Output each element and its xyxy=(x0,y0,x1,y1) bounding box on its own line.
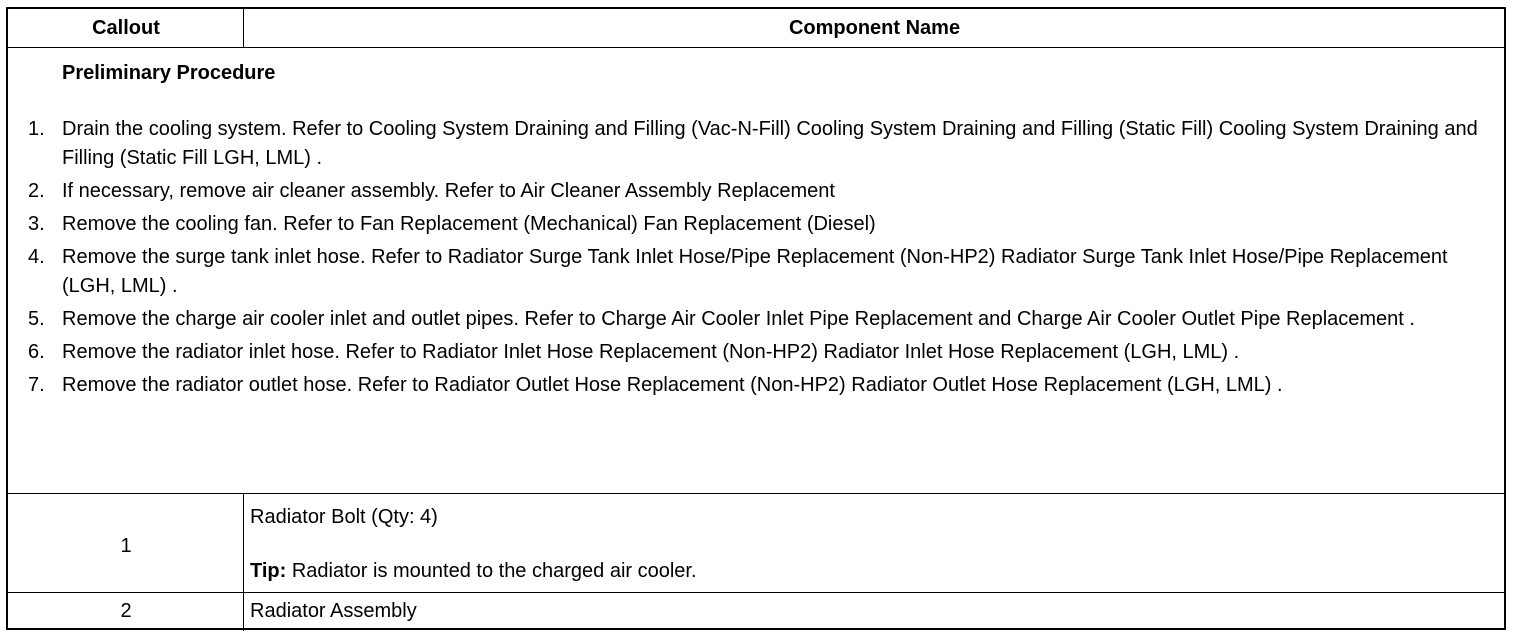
step-number: 1. xyxy=(28,118,45,140)
step-text: Remove the surge tank inlet hose. Refer to Radiator Surge Tank Inlet Hose/Pipe Replacement (Non-HP2) Radiator Surge Tank Inlet Hose/Pipe Replacement (LGH, LML) . xyxy=(62,246,1448,297)
procedure-step xyxy=(8,243,1498,301)
callout-number: 2 xyxy=(120,600,132,622)
callout-header: Callout xyxy=(92,17,160,39)
procedure-step xyxy=(8,371,1498,400)
procedure-step xyxy=(8,115,1498,173)
component-tip xyxy=(250,559,1494,583)
header-bottom-line xyxy=(8,47,1504,48)
step-text: Drain the cooling system. Refer to Cooling System Draining and Filling (Vac-N-Fill) Cooling System Draining and Filling (Static Fill) Cooling System Draining and Filling (Static Fill LGH, LML) . xyxy=(62,118,1478,169)
step-number: 7. xyxy=(28,374,45,396)
tip-label: Tip: xyxy=(250,560,287,582)
step-number: 2. xyxy=(28,180,45,202)
step-text: Remove the cooling fan. Refer to Fan Replacement (Mechanical) Fan Replacement (Diesel) xyxy=(62,213,876,235)
step-text: Remove the radiator outlet hose. Refer to Radiator Outlet Hose Replacement (Non-HP2) Radiator Outlet Hose Replacement (LGH, LML) . xyxy=(62,374,1283,396)
tip-text: Radiator is mounted to the charged air cooler. xyxy=(286,560,697,582)
callout-number: 1 xyxy=(120,535,132,557)
procedure-step xyxy=(8,305,1498,334)
preliminary-procedure-title: Preliminary Procedure xyxy=(62,62,276,84)
component-name: Radiator Assembly xyxy=(250,600,417,622)
step-text: Remove the radiator inlet hose. Refer to Radiator Inlet Hose Replacement (Non-HP2) Radiator Inlet Hose Replacement (LGH, LML) . xyxy=(62,341,1240,363)
component-name: Radiator Bolt (Qty: 4) xyxy=(250,506,438,528)
header-divider xyxy=(243,9,244,47)
step-number: 3. xyxy=(28,213,45,235)
row-1-bottom-line xyxy=(8,592,1504,593)
procedure-steps-list xyxy=(8,115,1498,404)
step-text: Remove the charge air cooler inlet and outlet pipes. Refer to Charge Air Cooler Inlet Pipe Replacement and Charge Air Cooler Outlet Pipe Replacement . xyxy=(62,308,1415,330)
step-number: 4. xyxy=(28,246,45,268)
procedure-bottom-line xyxy=(8,493,1504,494)
procedure-step xyxy=(8,210,1498,239)
procedure-step xyxy=(8,177,1498,206)
step-number: 6. xyxy=(28,341,45,363)
step-text: If necessary, remove air cleaner assembly. Refer to Air Cleaner Assembly Replacement xyxy=(62,180,835,202)
component-name-header: Component Name xyxy=(788,17,961,39)
step-number: 5. xyxy=(28,308,45,330)
component-table xyxy=(6,7,1506,630)
procedure-step xyxy=(8,338,1498,367)
